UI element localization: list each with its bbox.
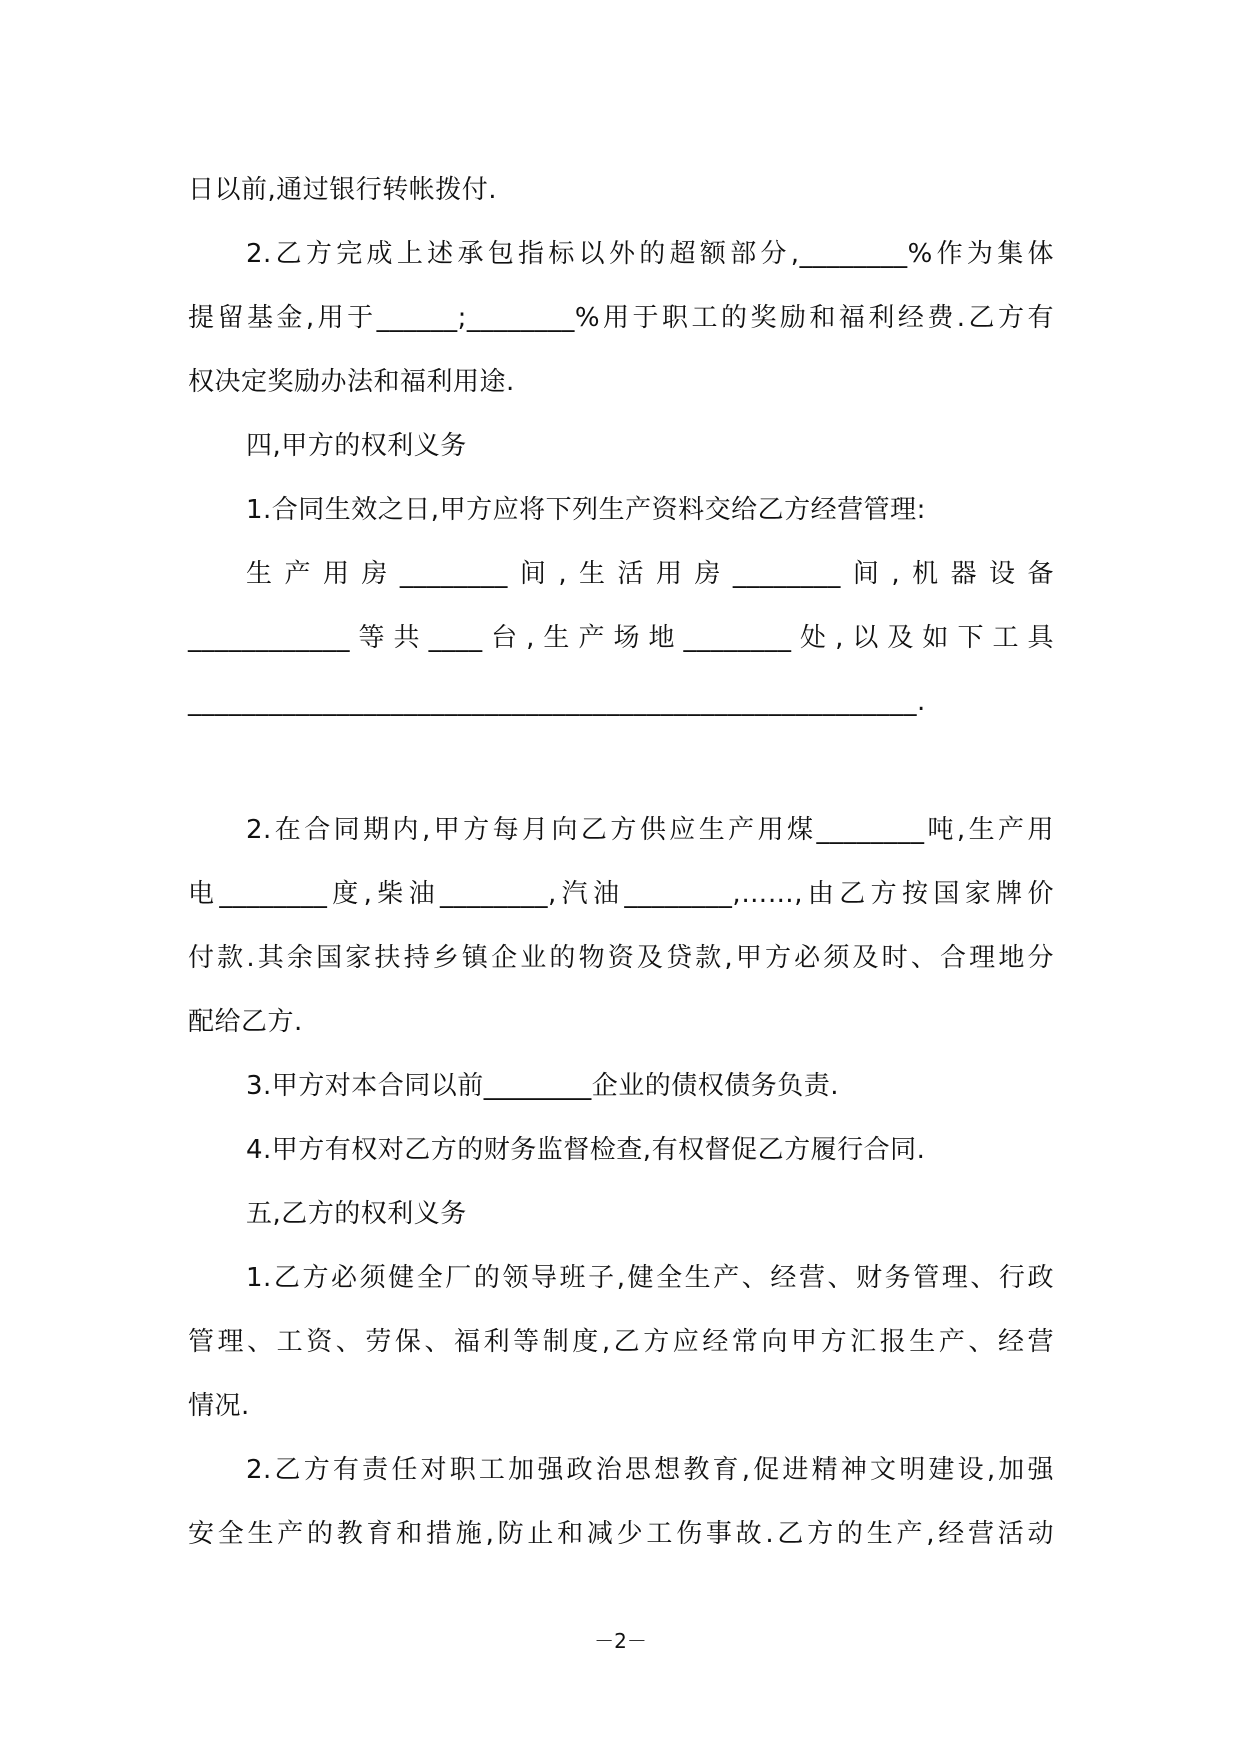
text-line: 2.在合同期内,甲方每月向乙方供应生产用煤________吨,生产用: [246, 815, 1054, 845]
text-line: 付款.其余国家扶持乡镇企业的物资及贷款,甲方必须及时、合理地分: [188, 943, 1054, 973]
text-line: 情况.: [188, 1391, 250, 1421]
text-line: 权决定奖励办法和福利用途.: [188, 367, 515, 397]
page-number: －2－: [594, 1629, 647, 1653]
blank-gap: [188, 734, 1054, 798]
text-line: ____________等共____台,生产场地________处,以及如下工具: [188, 623, 1054, 653]
text-line: 提留基金,用于______;________%用于职工的奖励和福利经费.乙方有: [188, 303, 1054, 333]
text-line: 日以前,通过银行转帐拨付.: [188, 175, 498, 205]
text-line: 1.乙方必须健全厂的领导班子,健全生产、经营、财务管理、行政: [246, 1263, 1054, 1293]
text-line: ______________________________________________________.: [188, 687, 926, 717]
section-heading: 五,乙方的权利义务: [246, 1199, 467, 1229]
text-line: 4.甲方有权对乙方的财务监督检查,有权督促乙方履行合同.: [246, 1135, 926, 1165]
text-line: 管理、工资、劳保、福利等制度,乙方应经常向甲方汇报生产、经营: [188, 1327, 1054, 1357]
text-line: 1.合同生效之日,甲方应将下列生产资料交给乙方经营管理:: [246, 495, 926, 525]
text-line: 2.乙方有责任对职工加强政治思想教育,促进精神文明建设,加强: [246, 1455, 1054, 1485]
text-line: 安全生产的教育和措施,防止和减少工伤事故.乙方的生产,经营活动: [188, 1519, 1054, 1549]
text-line: 生产用房________间,生活用房________间,机器设备: [246, 559, 1054, 589]
text-line: 配给乙方.: [188, 1007, 303, 1037]
document-body: [188, 158, 1054, 1566]
section-heading: 四,甲方的权利义务: [246, 431, 467, 461]
text-line: 2.乙方完成上述承包指标以外的超额部分,________%作为集体: [246, 239, 1054, 269]
text-line: 3.甲方对本合同以前________企业的债权债务负责.: [246, 1071, 840, 1101]
text-line: 电________度,柴油________,汽油________,……,由乙方按国家牌价: [188, 879, 1054, 909]
